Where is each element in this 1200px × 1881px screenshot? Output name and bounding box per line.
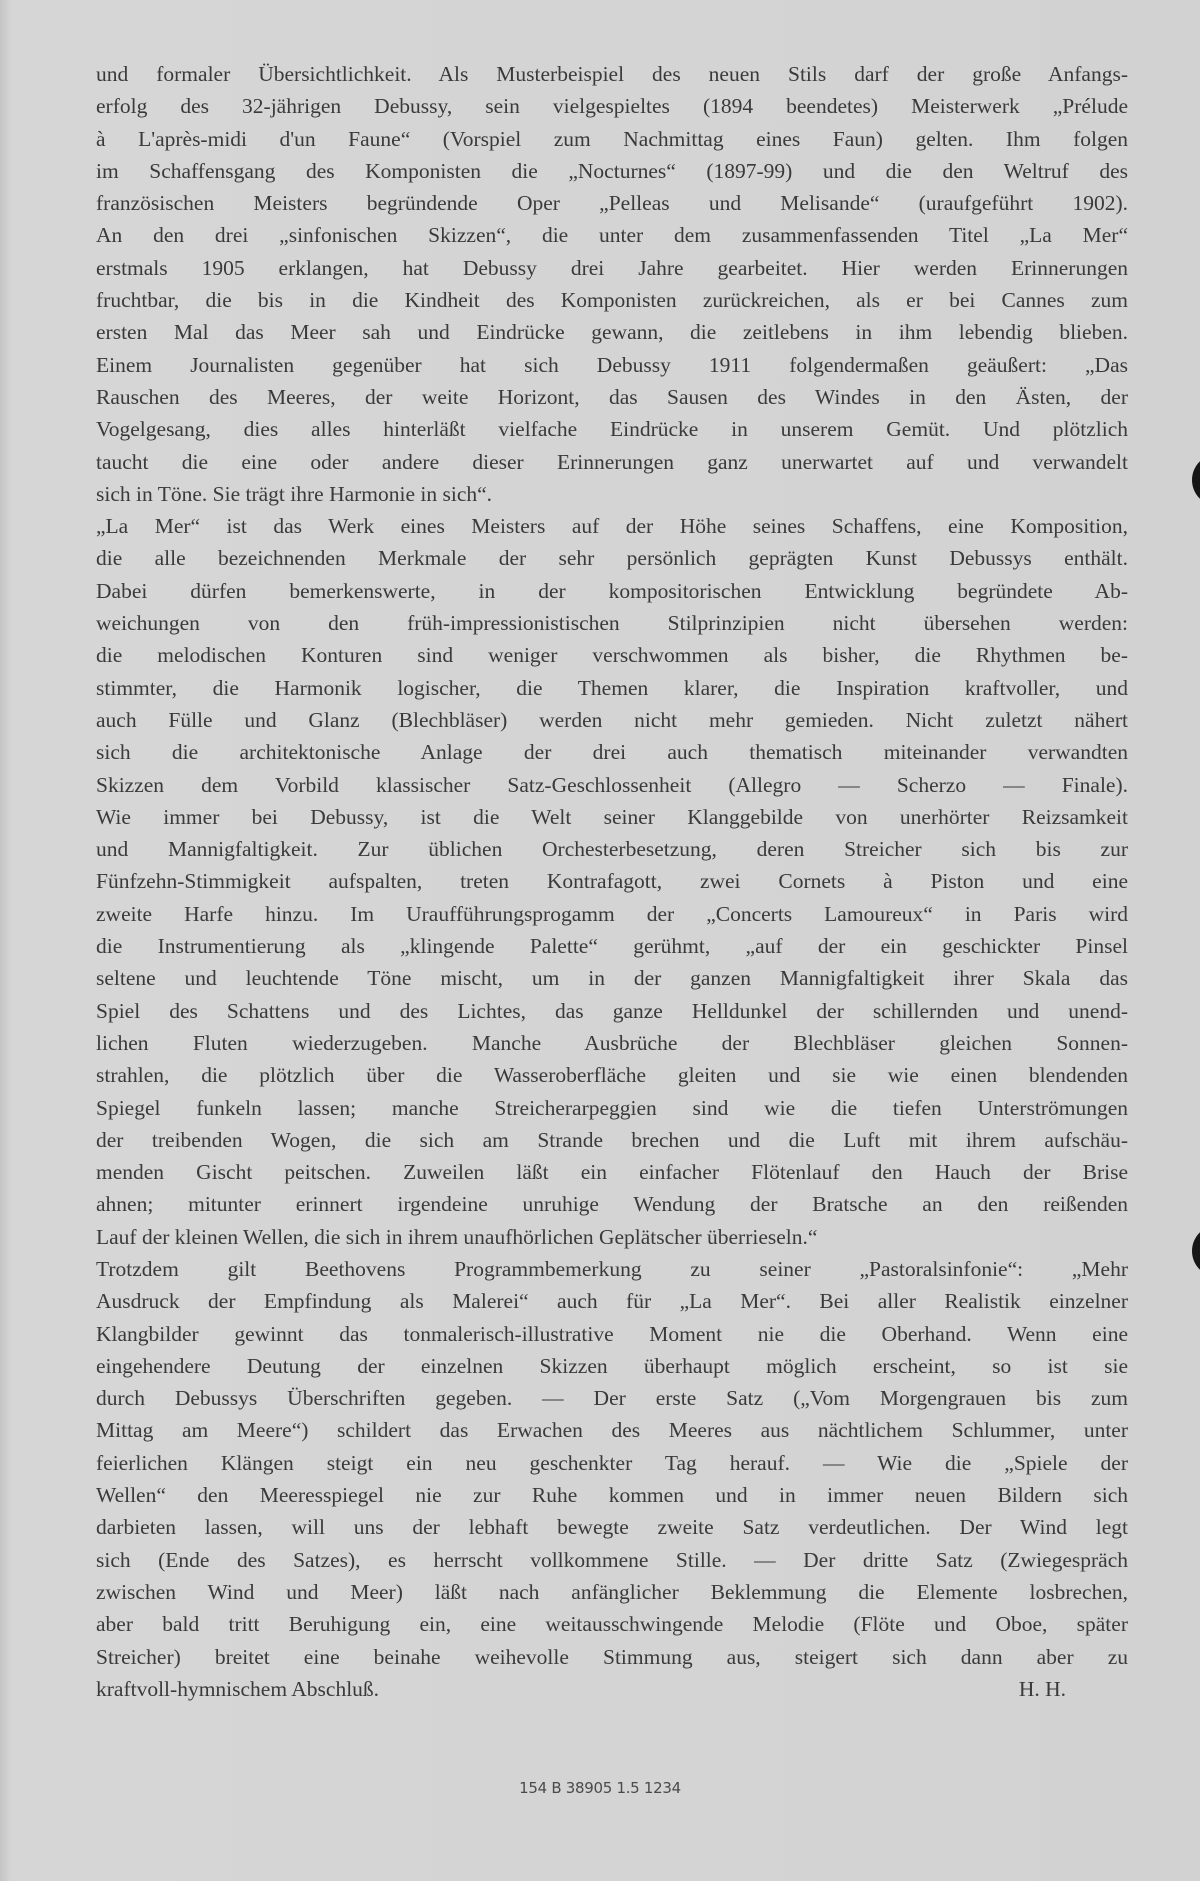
- text-line: aber bald tritt Beruhigung ein, eine weitausschwingende Melodie (Flöte und Oboe, später: [96, 1612, 1128, 1637]
- text-line: und formaler Übersichtlichkeit. Als Musterbeispiel des neuen Stils darf der große Anfangs-: [96, 62, 1128, 86]
- text-line: und Mannigfaltigkeit. Zur üblichen Orchesterbesetzung, deren Streicher sich bis zur: [96, 837, 1128, 862]
- text-line: à L'après-midi d'un Faune“ (Vorspiel zum Nachmittag eines Faun) gelten. Ihm folgen: [96, 126, 1128, 151]
- text-line: seltene und leuchtende Töne mischt, um in der ganzen Mannigfaltigkeit ihrer Skala das: [96, 966, 1128, 991]
- text-line: eingehendere Deutung der einzelnen Skizzen überhaupt möglich erscheint, so ist sie: [96, 1353, 1128, 1378]
- text-line: sich (Ende des Satzes), es herrscht vollkommene Stille. — Der dritte Satz (Zwiegespräch: [96, 1547, 1128, 1572]
- text-line: Lauf der kleinen Wellen, die sich in ihrem unaufhörlichen Geplätscher überrieseln.“: [96, 1224, 818, 1249]
- page-left-edge: [0, 0, 10, 1881]
- author-signature: H. H.: [1018, 1676, 1066, 1701]
- text-line: die alle bezeichnenden Merkmale der sehr persönlich geprägten Kunst Debussys enthält.: [96, 546, 1128, 571]
- text-line: fruchtbar, die bis in die Kindheit des Komponisten zurückreichen, als er bei Cannes zum: [96, 288, 1128, 313]
- text-line: Streicher) breitet eine beinahe weihevolle Stimmung aus, steigert sich dann aber zu: [96, 1644, 1128, 1669]
- text-line: zweite Harfe hinzu. Im Uraufführungsprogamm der „Concerts Lamoureux“ in Paris wird: [96, 901, 1128, 926]
- text-line: kraftvoll-hymnischem Abschluß.: [96, 1676, 380, 1701]
- text-line: stimmter, die Harmonik logischer, die Themen klarer, die Inspiration kraftvoller, und: [96, 675, 1128, 700]
- text-line: sich die architektonische Anlage der drei auch thematisch miteinander verwandten: [96, 740, 1128, 765]
- text-line: darbieten lassen, will uns der lebhaft bewegte zweite Satz verdeutlichen. Der Wind legt: [96, 1515, 1128, 1540]
- punch-hole-bottom: [1192, 1225, 1200, 1277]
- text-line: menden Gischt peitschen. Zuweilen läßt ein einfacher Flötenlauf den Hauch der Brise: [96, 1160, 1128, 1185]
- text-line: ahnen; mitunter erinnert irgendeine unruhige Wendung der Bratsche an den reißenden: [96, 1192, 1128, 1217]
- closing-line-with-signature: [96, 1673, 1128, 1705]
- text-line: die Instrumentierung als „klingende Palette“ gerühmt, „auf der ein geschickter Pinsel: [96, 934, 1128, 959]
- text-line: Spiel des Schattens und des Lichtes, das ganze Helldunkel der schillernden und unend-: [96, 998, 1128, 1023]
- text-line: „La Mer“ ist das Werk eines Meisters auf der Höhe seines Schaffens, eine Komposition,: [96, 514, 1128, 539]
- text-line: Trotzdem gilt Beethovens Programmbemerkung zu seiner „Pastoralsinfonie“: „Mehr: [96, 1256, 1128, 1281]
- text-line: Rauschen des Meeres, der weite Horizont, das Sausen des Windes in den Ästen, der: [96, 384, 1128, 409]
- text-line: Spiegel funkeln lassen; manche Streicherarpeggien sind wie die tiefen Unterströmungen: [96, 1095, 1128, 1120]
- text-line: lichen Fluten wiederzugeben. Manche Ausbrüche der Blechbläser gleichen Sonnen-: [96, 1030, 1128, 1055]
- text-line: feierlichen Klängen steigt ein neu geschenkter Tag herauf. — Wie die „Spiele der: [96, 1450, 1128, 1475]
- text-line: Klangbilder gewinnt das tonmalerisch-illustrative Moment nie die Oberhand. Wenn eine: [96, 1321, 1128, 1346]
- footer-print-code: 154 B 38905 1.5 1234: [519, 1779, 681, 1797]
- text-line: ersten Mal das Meer sah und Eindrücke gewann, die zeitlebens in ihm lebendig blieben.: [96, 320, 1128, 345]
- text-line: im Schaffensgang des Komponisten die „Nocturnes“ (1897-99) und die den Weltruf des: [96, 158, 1128, 183]
- text-line: taucht die eine oder andere dieser Erinnerungen ganz unerwartet auf und verwandelt: [96, 449, 1128, 474]
- text-line: die melodischen Konturen sind weniger verschwommen als bisher, die Rhythmen be-: [96, 643, 1128, 668]
- text-line: durch Debussys Überschriften gegeben. — Der erste Satz („Vom Morgengrauen bis zum: [96, 1386, 1128, 1411]
- text-line: Einem Journalisten gegenüber hat sich Debussy 1911 folgendermaßen geäußert: „Das: [96, 352, 1128, 377]
- text-line: französischen Meisters begründende Oper „Pelleas und Melisande“ (uraufgeführt 1902).: [96, 191, 1128, 216]
- text-line: zwischen Wind und Meer) läßt nach anfänglicher Beklemmung die Elemente losbrechen,: [96, 1579, 1128, 1604]
- text-line: sich in Töne. Sie trägt ihre Harmonie in sich“.: [96, 481, 493, 506]
- text-line: Dabei dürfen bemerkenswerte, in der kompositorischen Entwicklung begründete Ab-: [96, 578, 1128, 603]
- punch-hole-top: [1192, 454, 1200, 506]
- text-line: Skizzen dem Vorbild klassischer Satz-Geschlossenheit (Allegro — Scherzo — Finale).: [96, 772, 1128, 797]
- text-line: erstmals 1905 erklangen, hat Debussy drei Jahre gearbeitet. Hier werden Erinnerungen: [96, 255, 1128, 280]
- text-line: weichungen von den früh-impressionistischen Stilprinzipien nicht übersehen werden:: [96, 611, 1128, 636]
- body-text: [96, 58, 1128, 1705]
- text-line: Mittag am Meere“) schildert das Erwachen des Meeres aus nächtlichem Schlummer, unter: [96, 1418, 1128, 1443]
- text-line: Wellen“ den Meeresspiegel nie zur Ruhe kommen und in immer neuen Bildern sich: [96, 1483, 1128, 1508]
- text-line: auch Fülle und Glanz (Blechbläser) werden nicht mehr gemieden. Nicht zuletzt nähert: [96, 707, 1128, 732]
- text-line: erfolg des 32-jährigen Debussy, sein vielgespieltes (1894 beendetes) Meisterwerk „Prélude: [96, 94, 1128, 119]
- text-line: der treibenden Wogen, die sich am Strande brechen und die Luft mit ihrem aufschäu-: [96, 1127, 1128, 1152]
- text-line: Ausdruck der Empfindung als Malerei“ auch für „La Mer“. Bei aller Realistik einzelner: [96, 1289, 1128, 1314]
- text-line: Vogelgesang, dies alles hinterläßt vielfache Eindrücke in unserem Gemüt. Und plötzlich: [96, 417, 1128, 442]
- text-line: An den drei „sinfonischen Skizzen“, die unter dem zusammenfassenden Titel „La Mer“: [96, 223, 1128, 248]
- text-line: Fünfzehn-Stimmigkeit aufspalten, treten Kontrafagott, zwei Cornets à Piston und eine: [96, 869, 1128, 894]
- text-line: Wie immer bei Debussy, ist die Welt seiner Klanggebilde von unerhörter Reizsamkeit: [96, 804, 1128, 829]
- text-line: strahlen, die plötzlich über die Wasseroberfläche gleiten und sie wie einen blendenden: [96, 1063, 1128, 1088]
